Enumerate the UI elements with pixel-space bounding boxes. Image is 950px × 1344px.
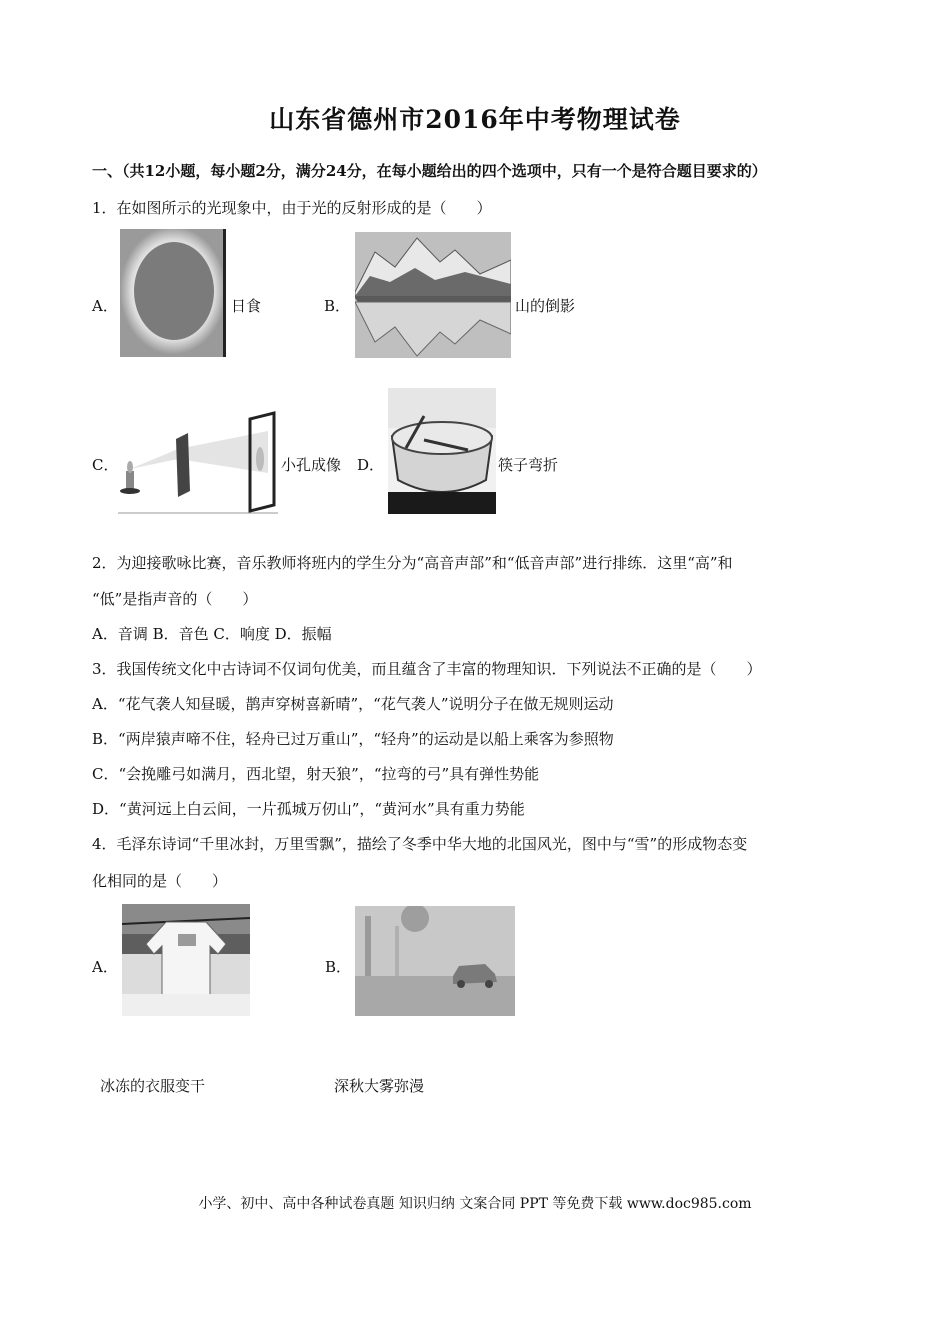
question-3-option-a: A．“花气袭人知昼暖，鹊声穿树喜新晴”，“花气袭人”说明分子在做无规则运动 (92, 695, 614, 713)
question-3-option-d: D．“黄河远上白云间，一片孤城万仞山”，“黄河水”具有重力势能 (92, 800, 525, 818)
q1-option-b-caption: 山的倒影 (515, 297, 576, 315)
bent-chopsticks-image (388, 388, 496, 514)
q4-option-b-caption: 深秋大雾弥漫 (334, 1077, 425, 1095)
question-2-options: A．音调 B．音色 C．响度 D．振幅 (92, 625, 332, 643)
q1-option-d-letter: D． (357, 456, 385, 474)
question-3-option-c: C．“会挽雕弓如满月，西北望，射天狼”，“拉弯的弓”具有弹性势能 (92, 765, 540, 783)
page-footer: 小学、初中、高中各种试卷真题 知识归纳 文案合同 PPT 等免费下载 www.doc985.com (198, 1196, 752, 1212)
question-2-stem-line2: “低”是指声音的（ ） (92, 590, 258, 608)
pinhole-imaging-image (118, 411, 278, 515)
solar-eclipse-image (120, 229, 226, 357)
question-2-stem-line1: 2．为迎接歌咏比赛，音乐教师将班内的学生分为“高音声部”和“低音声部”进行排练．这里“高”和 (92, 554, 733, 572)
autumn-fog-image (355, 906, 515, 1016)
question-4-stem-line2: 化相同的是（ ） (92, 872, 228, 890)
q4-option-b-letter: B． (325, 958, 352, 976)
q1-option-c-caption: 小孔成像 (281, 456, 342, 474)
question-4-stem-line1: 4．毛泽东诗词“千里冰封，万里雪飘”，描绘了冬季中华大地的北国风光，图中与“雪”的形成物态变 (92, 835, 748, 853)
question-3-stem: 3．我国传统文化中古诗词不仅词句优美，而且蕴含了丰富的物理知识．下列说法不正确的是（ ） (92, 660, 762, 678)
mountain-reflection-image (355, 232, 511, 358)
q4-option-a-caption: 冰冻的衣服变干 (100, 1077, 206, 1095)
q1-option-d-caption: 筷子弯折 (498, 456, 559, 474)
page-title: 山东省德州市2016年中考物理试卷 (269, 105, 681, 134)
section-heading: 一、（共12小题，每小题2分，满分24分，在每小题给出的四个选项中，只有一个是符合题目要求的） (92, 162, 767, 180)
q1-option-a-caption: 日食 (231, 297, 262, 315)
q4-option-a-letter: A． (92, 958, 118, 976)
q1-option-c-letter: C． (92, 456, 119, 474)
q1-option-a-letter: A． (92, 297, 118, 315)
frozen-clothes-image (122, 904, 250, 1016)
question-1-stem: 1．在如图所示的光现象中，由于光的反射形成的是（ ） (92, 199, 492, 217)
question-3-option-b: B．“两岸猿声啼不住，轻舟已过万重山”，“轻舟”的运动是以船上乘客为参照物 (92, 730, 614, 748)
q1-option-b-letter: B． (324, 297, 351, 315)
